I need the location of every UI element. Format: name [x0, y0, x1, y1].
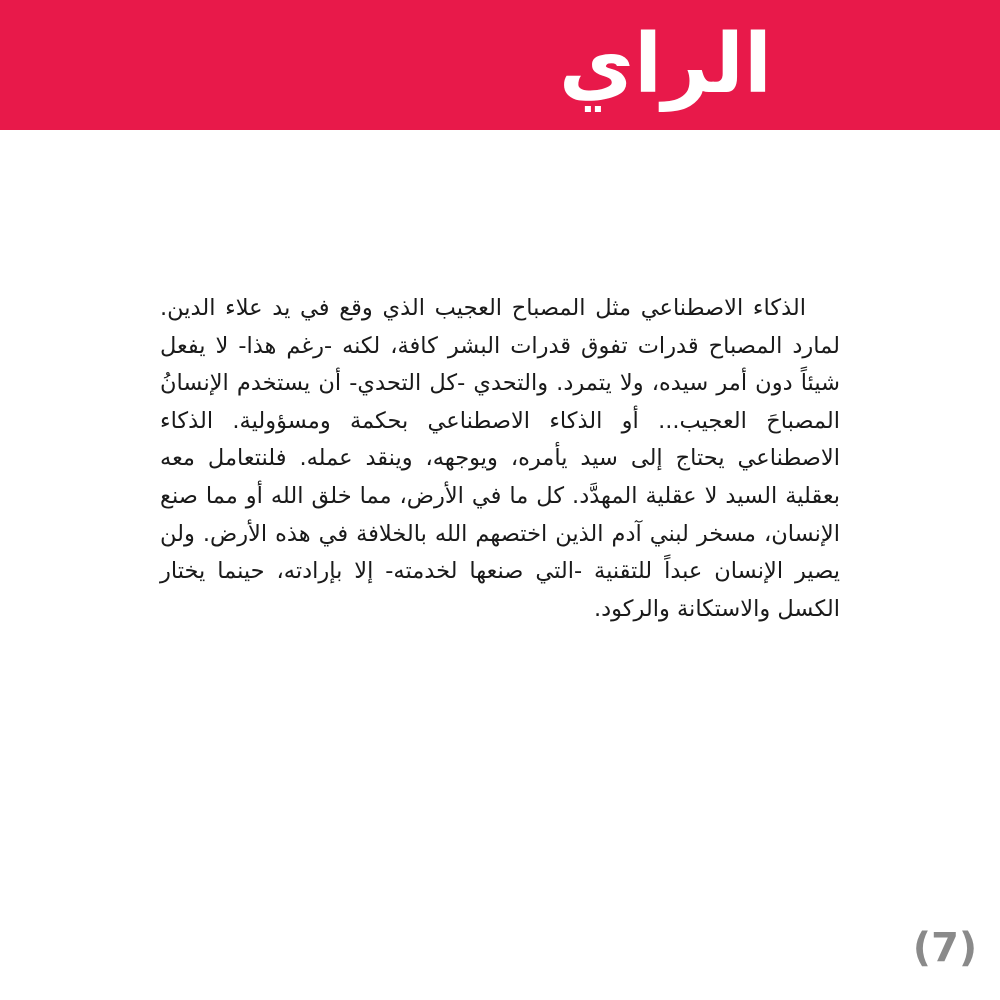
header-banner — [0, 0, 1000, 130]
page-number: (7) — [912, 925, 978, 971]
brand-logo: الراي — [558, 17, 772, 112]
article-paragraph: الذكاء الاصطناعي مثل المصباح العجيب الذي وقع في يد علاء الدين. لمارد المصباح قدرات تفوق قدرات البشر كافة، لكنه -رغم هذا- لا يفعل شيئاً دون أمر سيده، ولا يتمرد. والتحدي -كل التحدي- أن يستخدم الإنسانُ المصباحَ العجيب... أو الذكاء الاصطناعي بحكمة ومسؤولية. الذكاء الاصطناعي يحتاج إلى سيد يأمره، ويوجهه، وينقد عمله. فلنتعامل معه بعقلية السيد لا عقلية المهدَّد. كل ما في الأرض، مما خلق الله أو مما صنع الإنسان، مسخر لبني آدم الذين اختصهم الله بالخلافة في هذه الأرض. ولن يصير الإنسان عبداً للتقنية -التي صنعها لخدمته- إلا بإرادته، حينما يختار الكسل والاستكانة والركود. — [160, 295, 840, 622]
article-text — [160, 290, 840, 760]
